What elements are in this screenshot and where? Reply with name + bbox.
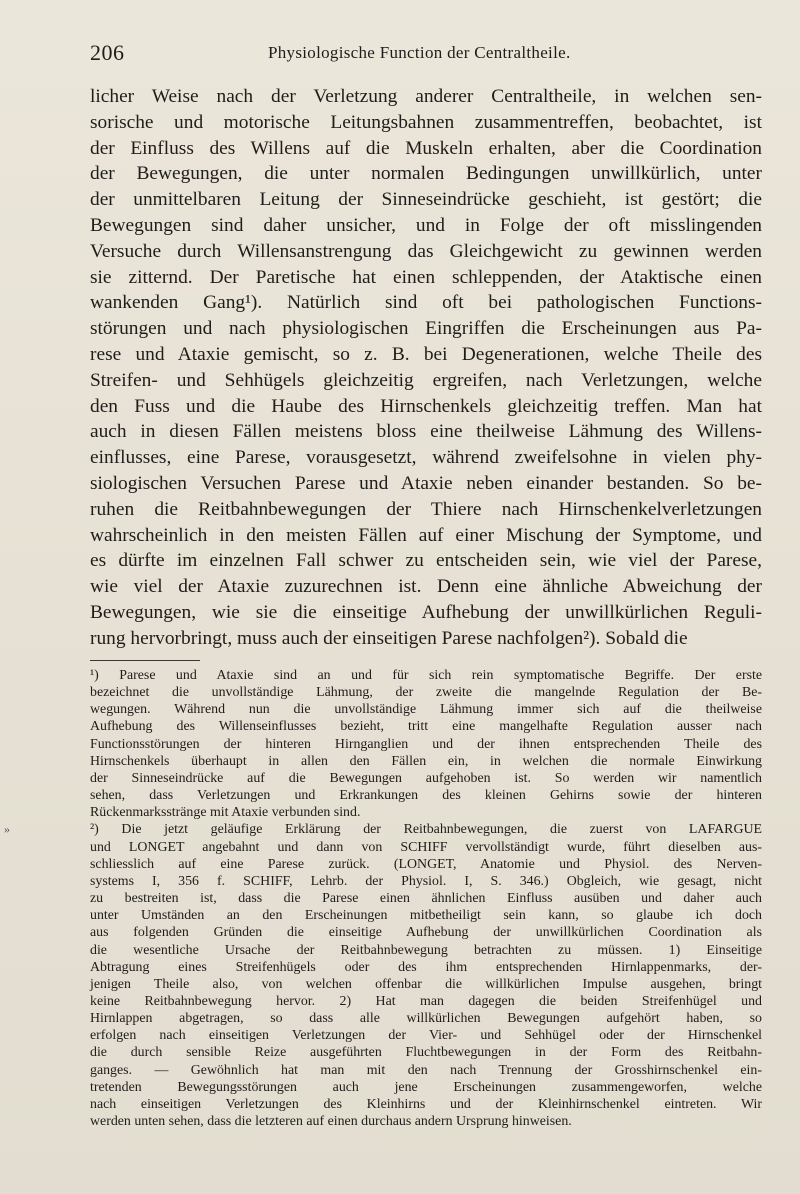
- footnote-line: jenigen Theile also, von welchen offenbar die willkürlichen Impulse ausgehen, bringt: [90, 976, 762, 992]
- body-line: Bewegungen, wie sie die einseitige Aufhebung der unwillkürlichen Reguli-: [90, 601, 762, 623]
- main-body-text: [90, 84, 762, 652]
- footnote-line: tretenden Bewegungsstörungen auch jene Erscheinungen zusammengeworfen, welche: [90, 1079, 762, 1095]
- footnote-line: und LONGET angebahnt und dann von SCHIFF vervollständigt wurde, führt dieselben aus-: [90, 839, 762, 855]
- footnote-line: Hirnlappen abgetragen, so dass alle willkürlichen Bewegungen aufgehört haben, so: [90, 1011, 762, 1027]
- body-line: störungen und nach physiologischen Eingriffen die Erscheinungen aus Pa-: [90, 318, 762, 340]
- body-line: es dürfte im einzelnen Fall schwer zu entscheiden sein, wie viel der Parese,: [90, 550, 762, 572]
- body-line: rese und Ataxie gemischt, so z. B. bei Degenerationen, welche Theile des: [90, 343, 762, 365]
- body-line: ruhen die Reitbahnbewegungen der Thiere nach Hirnschenkelverletzungen: [90, 498, 762, 520]
- footnote-line: zu bestreiten ist, dass die Parese einen ähnlichen Einfluss ausüben und daher auch: [90, 891, 762, 907]
- footnote-line: erfolgen nach einseitigen Verletzungen der Vier- und Sehhügel oder der Hirnschenkel: [90, 1028, 762, 1044]
- body-line: siologischen Versuchen Parese und Ataxie neben einander bestanden. So be-: [90, 472, 762, 494]
- footnote-line: systems I, 356 f. SCHIFF, Lehrb. der Physiol. I, S. 346.) Obgleich, wie gesagt, nicht: [90, 873, 762, 889]
- body-line: der unmittelbaren Leitung der Sinneseindrücke geschieht, ist gestört; die: [90, 189, 762, 211]
- body-line: wankenden Gang¹). Natürlich sind oft bei pathologischen Functions-: [90, 292, 762, 314]
- footnote-line: Functionsstörungen der hinteren Hirnganglien und der ihnen entsprechenden Theile des: [90, 736, 762, 752]
- body-line: licher Weise nach der Verletzung anderer Centraltheile, in welchen sen-: [90, 86, 762, 107]
- footnote-line: nach einseitigen Verletzungen des Kleinhirns und der Kleinhirnschenkel eintreten. Wir: [90, 1096, 762, 1112]
- body-line: auch in diesen Fällen meistens bloss eine theilweise Lähmung des Willens-: [90, 421, 762, 443]
- footnotes: [90, 667, 762, 1130]
- footnote-line: sehen, dass Verletzungen und Erkrankungen des kleinen Gehirns sowie der hinteren: [90, 788, 762, 804]
- footnote-line: schliesslich auf eine Parese zurück. (LONGET, Anatomie und Physiol. des Nerven-: [90, 856, 762, 872]
- footnote-line: bezeichnet die unvollständige Lähmung, der zweite die mangelnde Regulation der Be-: [90, 685, 762, 701]
- body-line: einflusses, eine Parese, vorausgesetzt, während zweifelsohne in vielen phy-: [90, 447, 762, 469]
- body-line: Bewegungen sind daher unsicher, und in Folge der oft misslingenden: [90, 214, 762, 236]
- footnote-line: Abtragung eines Streifenhügels oder des ihm entsprechenden Hirnlappenmarks, der-: [90, 959, 762, 975]
- footnote-line: die wesentliche Ursache der Reitbahnbewegung betrachten zu müssen. 1) Einseitige: [90, 942, 762, 958]
- body-line: der Bewegungen, die unter normalen Bedingungen unwillkürlich, unter: [90, 163, 762, 185]
- footnote-line: der Sinneseindrücke auf die Bewegungen aufgehoben ist. So werden wir namentlich: [90, 770, 762, 786]
- margin-mark: »: [4, 822, 10, 836]
- page-number: 206: [90, 40, 125, 65]
- footnote-line: Rückenmarksstränge mit Ataxie verbunden sind.: [90, 805, 361, 821]
- footnote-line: wegungen. Während nun die unvollständige Lähmung immer sich auf die theilweise: [90, 702, 762, 718]
- body-line: Streifen- und Sehhügels gleichzeitig ergreifen, nach Verletzungen, welche: [90, 369, 762, 391]
- footnote-line: ¹) Parese und Ataxie sind an und für sich rein symptomatische Begriffe. Der erste: [90, 668, 762, 683]
- footnote-line: keine Reitbahnbewegung hervor. 2) Hat man dagegen die beiden Streifenhügel und: [90, 993, 762, 1009]
- body-line: der Einfluss des Willens auf die Muskeln erhalten, aber die Coordination: [90, 137, 762, 159]
- body-line: sorische und motorische Leitungsbahnen zusammentreffen, beobachtet, ist: [90, 111, 762, 133]
- body-line: rung hervorbringt, muss auch der einseitigen Parese nachfolgen²). Sobald die: [90, 627, 688, 649]
- footnote-line: ²) Die jetzt geläufige Erklärung der Reitbahnbewegungen, die zuerst von LAFARGUE: [90, 822, 762, 838]
- footnote-line: aus folgenden Gründen die einseitige Aufhebung der unwillkürlichen Coordination als: [90, 925, 762, 941]
- body-line: Versuche durch Willensanstrengung das Gleichgewicht zu gewinnen werden: [90, 240, 762, 262]
- body-line: den Fuss und die Haube des Hirnschenkels gleichzeitig treffen. Man hat: [90, 395, 762, 417]
- footnote-line: unter Umständen an den Erscheinungen mitbetheiligt sein kann, so glaube ich doch: [90, 908, 762, 924]
- footnote-divider: [90, 660, 200, 661]
- page-header: [90, 40, 762, 70]
- body-line: wahrscheinlich in den meisten Fällen auf einer Mischung der Symptome, und: [90, 524, 762, 546]
- running-head: Physiologische Function der Centraltheile.: [268, 43, 571, 62]
- body-line: sie zitternd. Der Paretische hat einen schleppenden, der Ataktische einen: [90, 266, 762, 288]
- body-line: wie viel der Ataxie zuzurechnen ist. Denn eine ähnliche Abweichung der: [90, 576, 762, 598]
- footnote-line: Hirnschenkels überhaupt in allen den Fällen ein, in welchen die normale Einwirkung: [90, 753, 762, 769]
- footnote-line: Aufhebung des Willenseinflusses bezieht, tritt eine mangelhafte Regulation ausser nach: [90, 719, 762, 735]
- footnote-line: werden unten sehen, dass die letzteren auf einen durchaus andern Ursprung hinweisen.: [90, 1114, 572, 1130]
- footnote-line: die durch sensible Reize ausgeführten Fluchtbewegungen in der Form des Reitbahn-: [90, 1045, 762, 1061]
- footnote-line: ganges. — Gewöhnlich hat man mit den nach Trennung der Grosshirnschenkel ein-: [90, 1062, 762, 1078]
